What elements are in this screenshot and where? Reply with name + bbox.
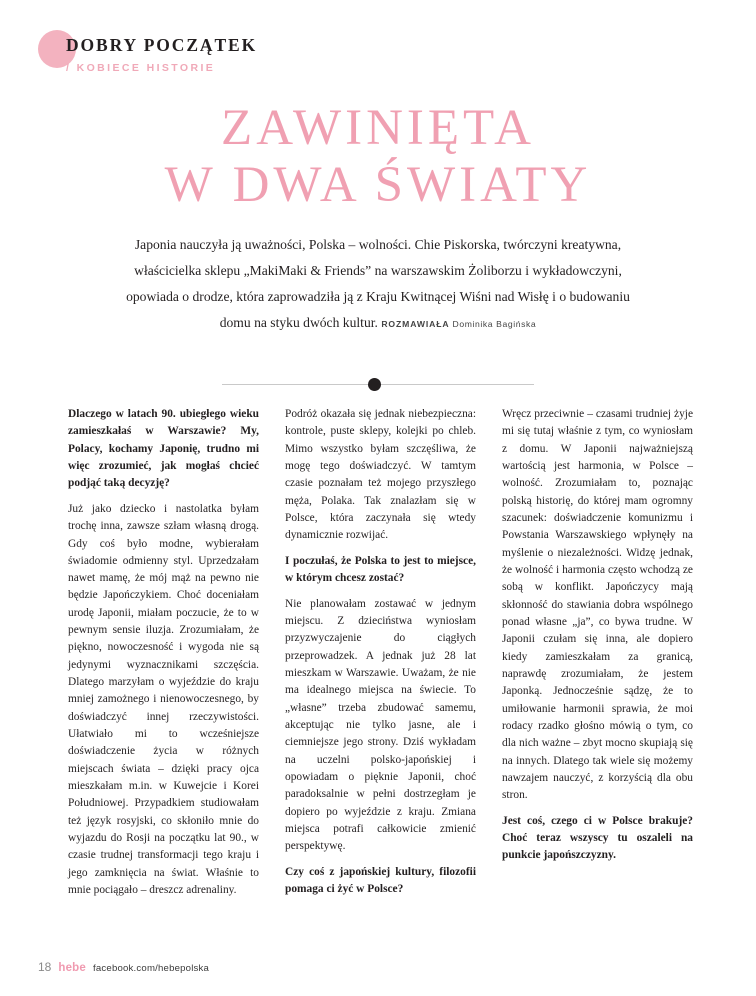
header-kicker: DOBRY POCZĄTEK [66, 35, 258, 55]
header-section-label: / KOBIECE HISTORIE [66, 62, 216, 74]
article-lead-text: Japonia nauczyła ją uważności, Polska – wolności. Chie Piskorska, twórczyni kreatywna, właścicielka sklepu „MakiMaki & Friends” na warszawskim Żoliborzu i wykładowczyni, opowiada o drodze, która zaprowadziła ją z Kraju Kwitnącej Wiśni nad Wisłę i o budowaniu domu na styku dwóch kultur. [126, 237, 630, 331]
article-lead [118, 232, 638, 336]
article-column-3 [502, 406, 693, 908]
article-column-2 [285, 406, 476, 908]
byline-label: ROZMAWIAŁA [381, 319, 450, 330]
interview-question: Dlaczego w latach 90. ubiegłego wieku zamieszkałaś w Warszawie? My, Polacy, kochamy Japonię, trudno mi więc zrozumieć, jak mogłaś chcieć podjąć taką decyzję? [68, 408, 259, 490]
footer-url[interactable]: facebook.com/hebepolska [93, 963, 210, 974]
page-number: 18 [38, 960, 52, 974]
interview-answer: Już jako dziecko i nastolatka byłam trochę inna, zawsze szłam własną drogą. Gdy coś było modne, wybierałam świadomie odmienny styl. Uprzedzałam nawet mamę, że mój mąż na pewno nie będzie Japończykiem. Choć doceniałam urodę Japonii, miałam poczucie, że to w pewnym sensie iluzja. Zrozumiałam, że piękno, nowoczesność i wygoda nie są jedynymi wyznacznikami szczęścia. Dlatego marzyłam o wyjeździe do kraju mniej zamożnego i nienowoczesnego, by doświadczyć innej rzeczywistości. Ułatwiało mi to wcześniejsze doświadczenie życia w różnych miejscach świata – dzięki pracy ojca mieszkałam m.in. w Kuwejcie i Korei Południowej. Przypadkiem studiowałam też język rosyjski, co skłoniło mnie do wyjazdu do Rosji na początku lat 90., w czasie trudnej transformacji tego kraju i jego zamknięcia na świat. Właśnie to mnie pociągało – dreszcz adrenaliny. [68, 502, 259, 897]
article-title-line-2: W DWA ŚWIATY [164, 157, 592, 214]
section-divider [0, 378, 756, 392]
interview-answer: Nie planowałam zostawać w jednym miejscu. Z dzieciństwa wyniosłam przyzwyczajenie do ciągłych przeprowadzek. A jednak już 28 lat mieszkam w Warszawie. Uważam, że nie ma idealnego miejsca na świecie. To „własne” trzeba zbudować samemu, akceptując nie tylko jasne, ale i ciemniejsze jego strony. Dziś wykładam na uczelni polsko-japońskiej i opowiadam o pięknie Japonii, choć paradoksalnie w pełni dostrzegłam je dopiero po wyjeździe z kraju. Zmiana miejsca potrafi całkowicie zmienić perspektywę. [285, 597, 476, 853]
divider-dot-icon [368, 378, 381, 391]
interview-question: I poczułaś, że Polska to jest to miejsce, w którym chcesz zostać? [285, 554, 476, 585]
article-title [38, 100, 718, 214]
footer-brand: hebe [58, 962, 87, 974]
page-header [38, 18, 718, 78]
interview-answer: Wręcz przeciwnie – czasami trudniej żyje mi się tutaj właśnie z tym, co wyniosłam z domu. W Japonii najważniejszą wartością jest harmonia, w Polsce – wolność. Zrozumiałam to, poznając polską historię, do której mam ogromny szacunek: doświadczenie komunizmu i Powstania Warszawskiego wpłynęły na myślenie o niezależności. Widzę jednak, że wolność i harmonia często wchodzą ze sobą w konflikt. Japończycy mają skłonność do stawiania dobra wspólnego ponad własne „ja”, co bywa trudne. W Japonii czułam się inna, ale dopiero kiedy zamieszkałam za granicą, naprawdę zrozumiałam, że jestem Japonką. Jednocześnie sądzę, że to umiłowanie harmonii sprawia, że moi rodacy rzadko głośno mówią o tym, co dla nich ważne – zbyt mocno skupiają się na innych. Dlatego tak wiele się możemy nawzajem nauczyć, z korzyścią dla obu stron. [502, 408, 693, 802]
interview-question: Jest coś, czego ci w Polsce brakuje? Choć teraz wszyscy tu oszaleli na punkcie japońszczyzny. [502, 814, 693, 862]
page-footer [38, 960, 209, 974]
byline [381, 319, 536, 329]
byline-author: Dominika Bagińska [452, 319, 537, 330]
interview-answer: Podróż okazała się jednak niebezpieczna: kontrole, puste sklepy, kolejki po chleb. Mimo wszystko byłam szczęśliwa, że mogę tego doświadczyć. W tamtym czasie poznałam też mojego przyszłego męża, Polaka. Tak znalazłam się w Polsce, która zaczynała się wtedy dynamicznie rozwijać. [285, 408, 476, 542]
article-title-line-1: ZAWINIĘTA [221, 100, 535, 156]
article-body [68, 406, 694, 908]
interview-question: Czy coś z japońskiej kultury, filozofii pomaga ci żyć w Polsce? [285, 865, 476, 896]
article-column-1 [68, 406, 259, 908]
